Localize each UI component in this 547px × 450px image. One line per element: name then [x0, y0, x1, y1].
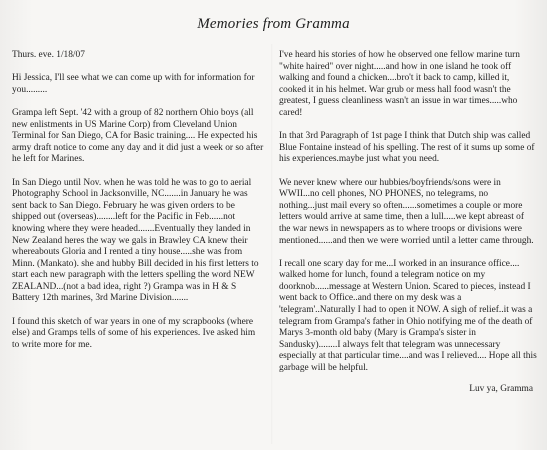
- letter-right-column: [279, 50, 537, 396]
- letter-paragraph: We never knew where our hubbies/boyfriends/sons were in WWII...no cell phones, NO PHONES, no telegrams, no nothing...just mail every so often......sometimes a couple or more letters would arrive at same time, then a lull.....we kept abreast of the war news in newspapers as to where troops or divisions were mentioned......and then we were worried until a letter came through.: [279, 177, 534, 246]
- letter-paragraph: I recall one scary day for me...I worked in an insurance office.... walked home for lunch, found a telegram notice on my doorknob......message at Western Union. Scared to pieces, instead I went back to Office..and there on my desk was a 'telegram'..Naturally I had to open it NOW. A sigh of relief..it was a telegram from Grampa's father in Ohio notifying me of the death of Marys 3-month old baby (Mary is Grampa's sister in Sandusky)........I always felt that telegram was unnecessary especially at that particular time....and was I relieved.... Hope all this garbage will be helpful.: [279, 258, 537, 374]
- letter-greeting: Hi Jessica, I'll see what we can come up with for information for you.........: [12, 73, 255, 95]
- letter-left-column: [12, 50, 264, 363]
- letter-paragraph: I found this sketch of war years in one of my scrapbooks (where else) and Gramps tells of some of his experiences. Ive asked him to write more for me.: [12, 316, 256, 350]
- letter-signoff: Luv ya, Gramma: [469, 384, 533, 395]
- letter-paragraph: I've heard his stories of how he observed one fellow marine turn "white haired" over night.....and how in one island he took off walking and found a chicken....bro't it back to camp, killed it, cooked it in his helmet. War grub or mess hall food wasn't the greatest, I guess cleanliness wasn't an issue in war times.....who cared!: [279, 50, 520, 118]
- page-gutter: [271, 44, 273, 444]
- page-title: Memories from Gramma: [197, 16, 350, 32]
- letter-paragraph: In San Diego until Nov. when he was told he was to go to aerial Photography School in Jacksonville, NC.......in January he was sent back to San Diego. February he was given orders to be shipped out (overseas)........left for the Pacific in Feb......not knowing where they were headed.......Eventually they landed in New Zealand heres the way we gals in Brawley CA knew their whereabouts Gloria and I rented a tiny house.....she was from Minn. (Mankato). she and hubby Bill decided in his first letters to start each new paragraph with the letters spelling the word NEW ZEALAND...(not a bad idea, right ?) Grampa was in H & S Battery 12th marines, 3rd Marine Division.......: [12, 177, 259, 304]
- letter-paragraph: In that 3rd Paragraph of 1st page I think that Dutch ship was called Blue Fontaine instead of his spelling. The rest of it sums up some of his experiences.maybe just what you need.: [279, 131, 535, 165]
- letter-date: Thurs. eve. 1/18/07: [12, 50, 85, 60]
- letter-paragraph: Grampa left Sept. '42 with a group of 82 northern Ohio boys (all new enlistments in US Marine Corp) from Cleveland Union Terminal for San Diego, CA for Basic training.... He expected his army draft notice to come any day and it did just a week or so after he left for Marines.: [12, 107, 264, 165]
